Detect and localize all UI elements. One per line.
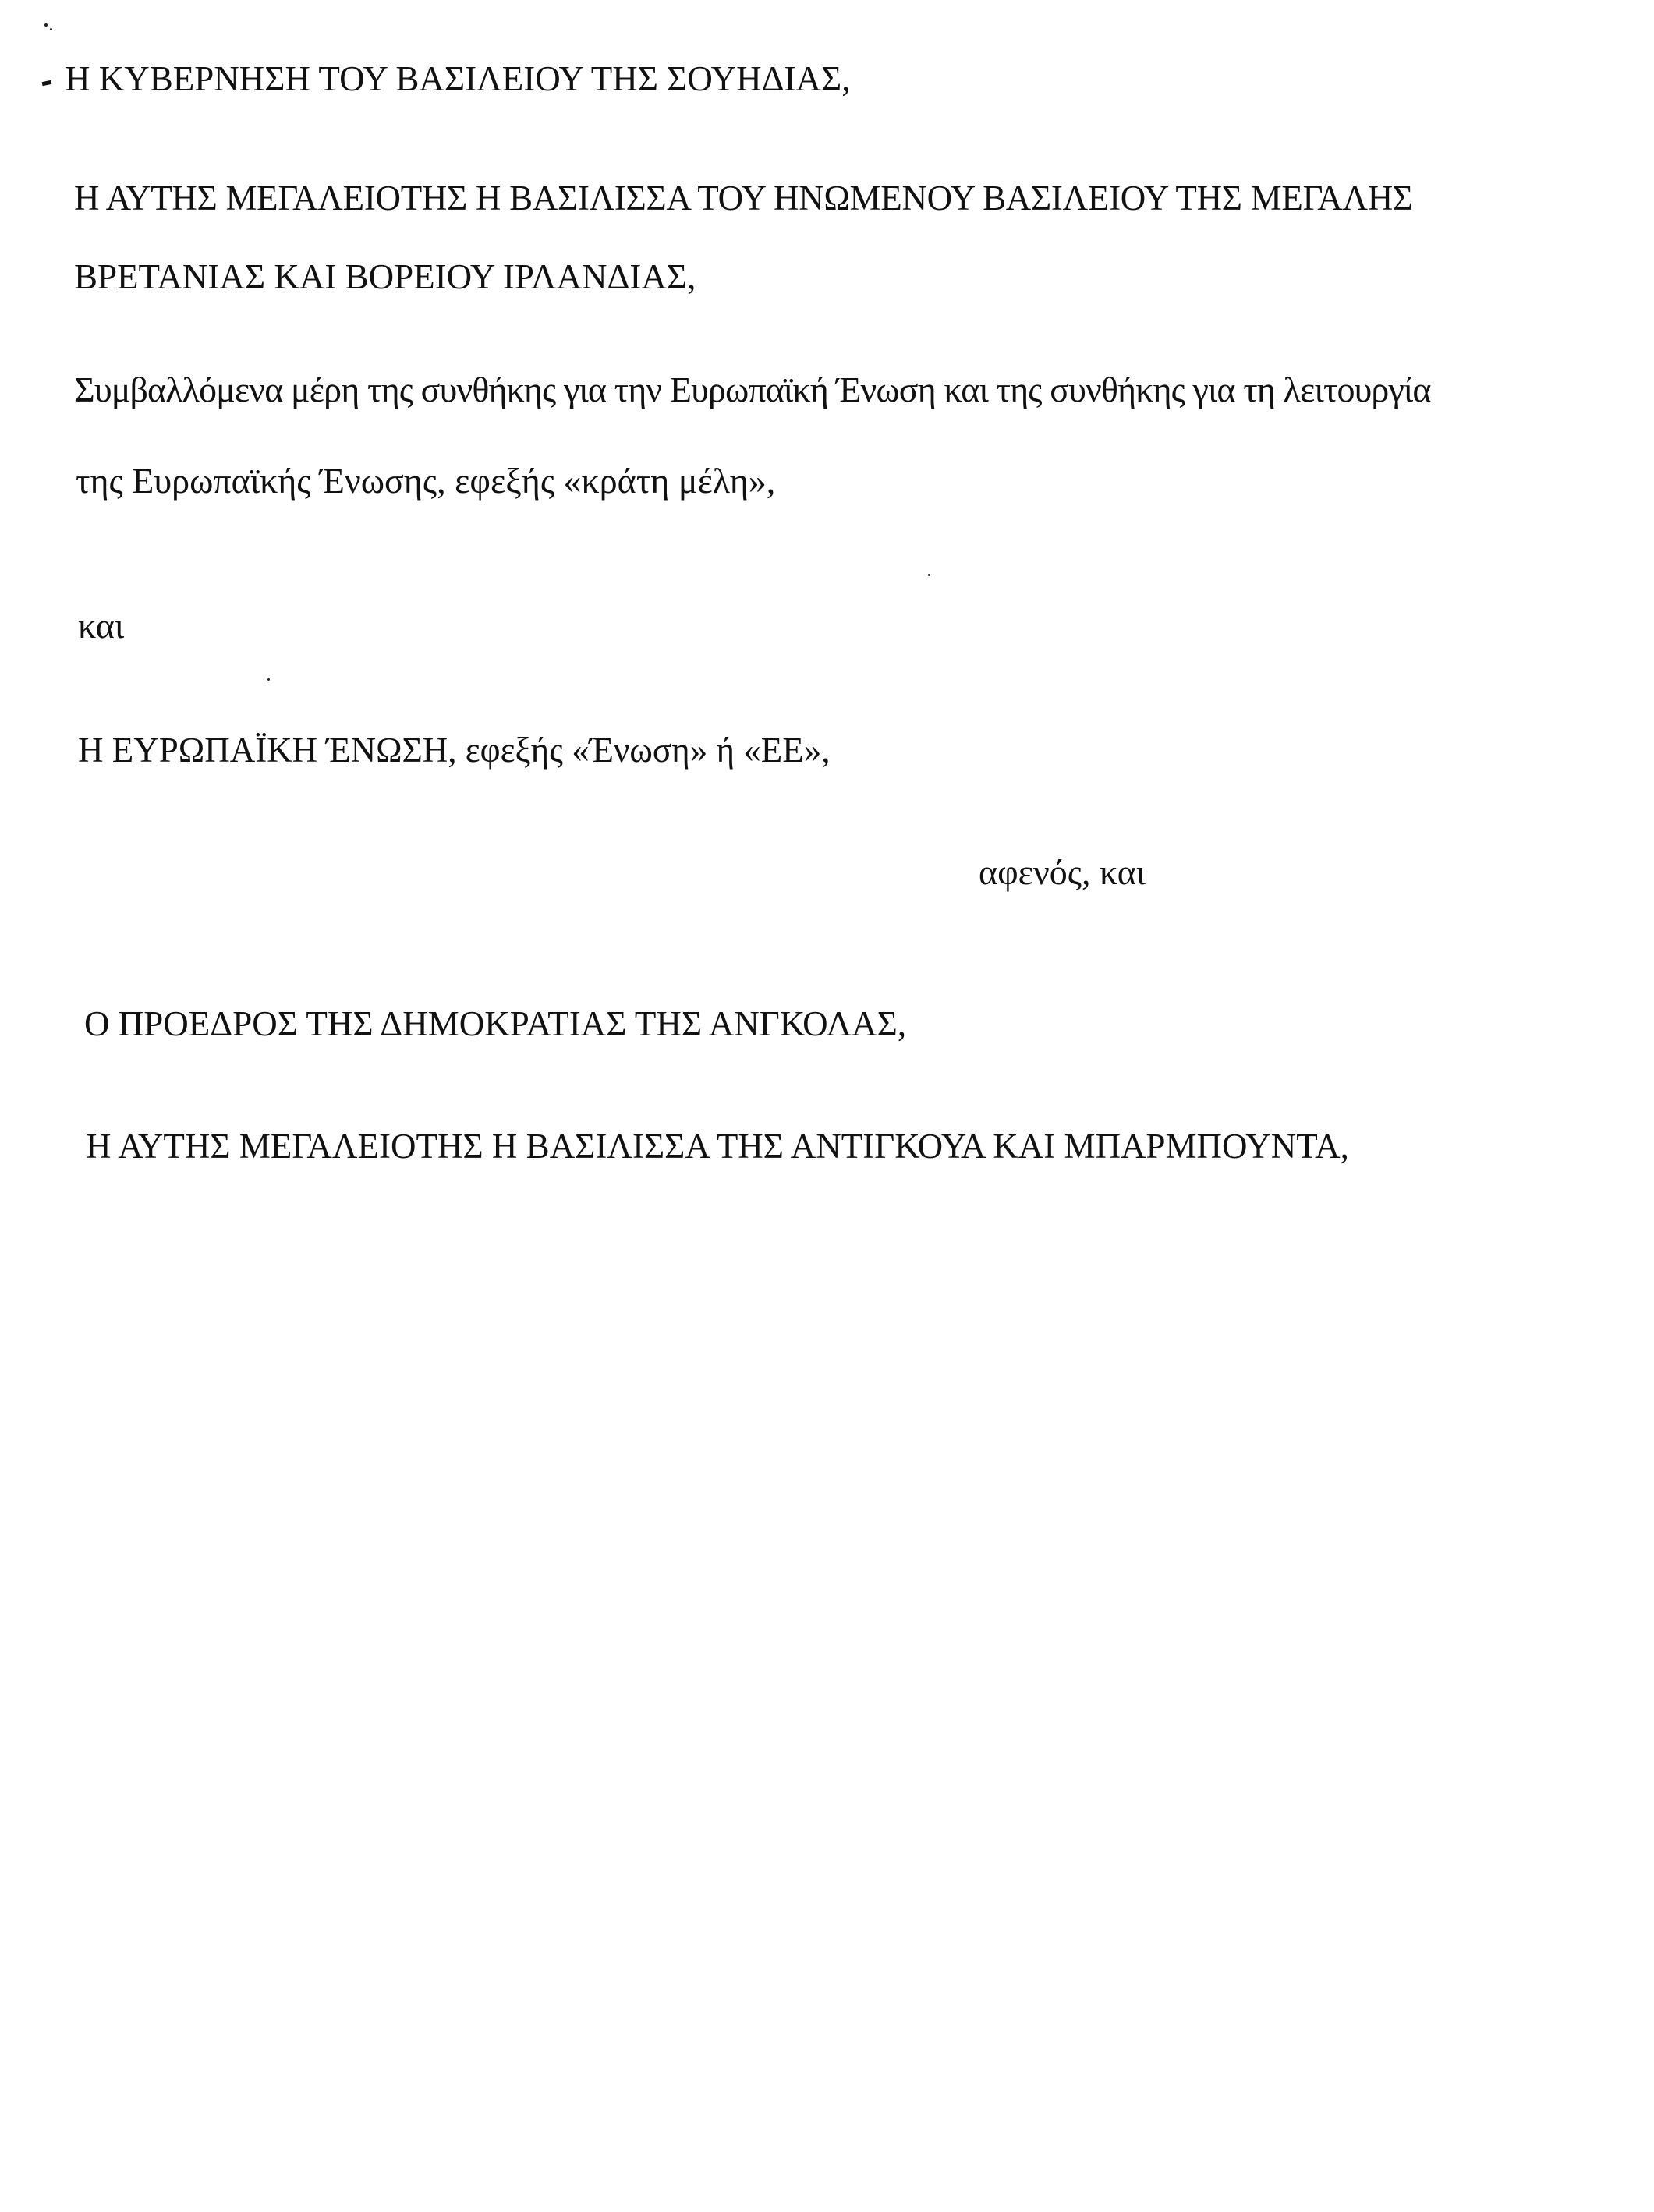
text-line: της Ευρωπαϊκής Ένωσης, εφεξής «κράτη μέλη», <box>76 461 776 501</box>
text-line: Ο ΠΡΟΕΔΡΟΣ ΤΗΣ ΔΗΜΟΚΡΑΤΙΑΣ ΤΗΣ ΑΝΓΚΟΛΑΣ, <box>84 1004 907 1043</box>
margin-dash-mark <box>42 80 52 86</box>
scan-speck <box>44 23 48 27</box>
text-line: Η ΚΥΒΕΡΝΗΣΗ ΤΟΥ ΒΑΣΙΛΕΙΟΥ ΤΗΣ ΣΟΥΗΔΙΑΣ, <box>65 59 851 98</box>
text-line: Η ΕΥΡΩΠΑΪΚΗ ΈΝΩΣΗ, εφεξής «Ένωση» ή «ΕΕ», <box>78 731 831 770</box>
scan-speck <box>928 574 930 576</box>
scan-speck <box>267 678 270 681</box>
text-line: αφενός, και <box>979 852 1146 892</box>
text-line: Συμβαλλόμενα μέρη της συνθήκης για την Ευρωπαϊκή Ένωση και της συνθήκης για τη λειτουργία <box>74 370 1431 409</box>
text-line: ΒΡΕΤΑΝΙΑΣ ΚΑΙ ΒΟΡΕΙΟΥ ΙΡΛΑΝΔΙΑΣ, <box>74 257 696 296</box>
text-line: και <box>78 606 125 646</box>
text-line: Η ΑΥΤΗΣ ΜΕΓΑΛΕΙΟΤΗΣ Η ΒΑΣΙΛΙΣΣΑ ΤΟΥ ΗΝΩΜΕΝΟΥ ΒΑΣΙΛΕΙΟΥ ΤΗΣ ΜΕΓΑΛΗΣ <box>74 179 1413 218</box>
scan-speck <box>50 28 52 30</box>
text-line: Η ΑΥΤΗΣ ΜΕΓΑΛΕΙΟΤΗΣ Η ΒΑΣΙΛΙΣΣΑ ΤΗΣ ΑΝΤΙΓΚΟΥΑ ΚΑΙ ΜΠΑΡΜΠΟΥΝΤΑ, <box>86 1127 1349 1166</box>
